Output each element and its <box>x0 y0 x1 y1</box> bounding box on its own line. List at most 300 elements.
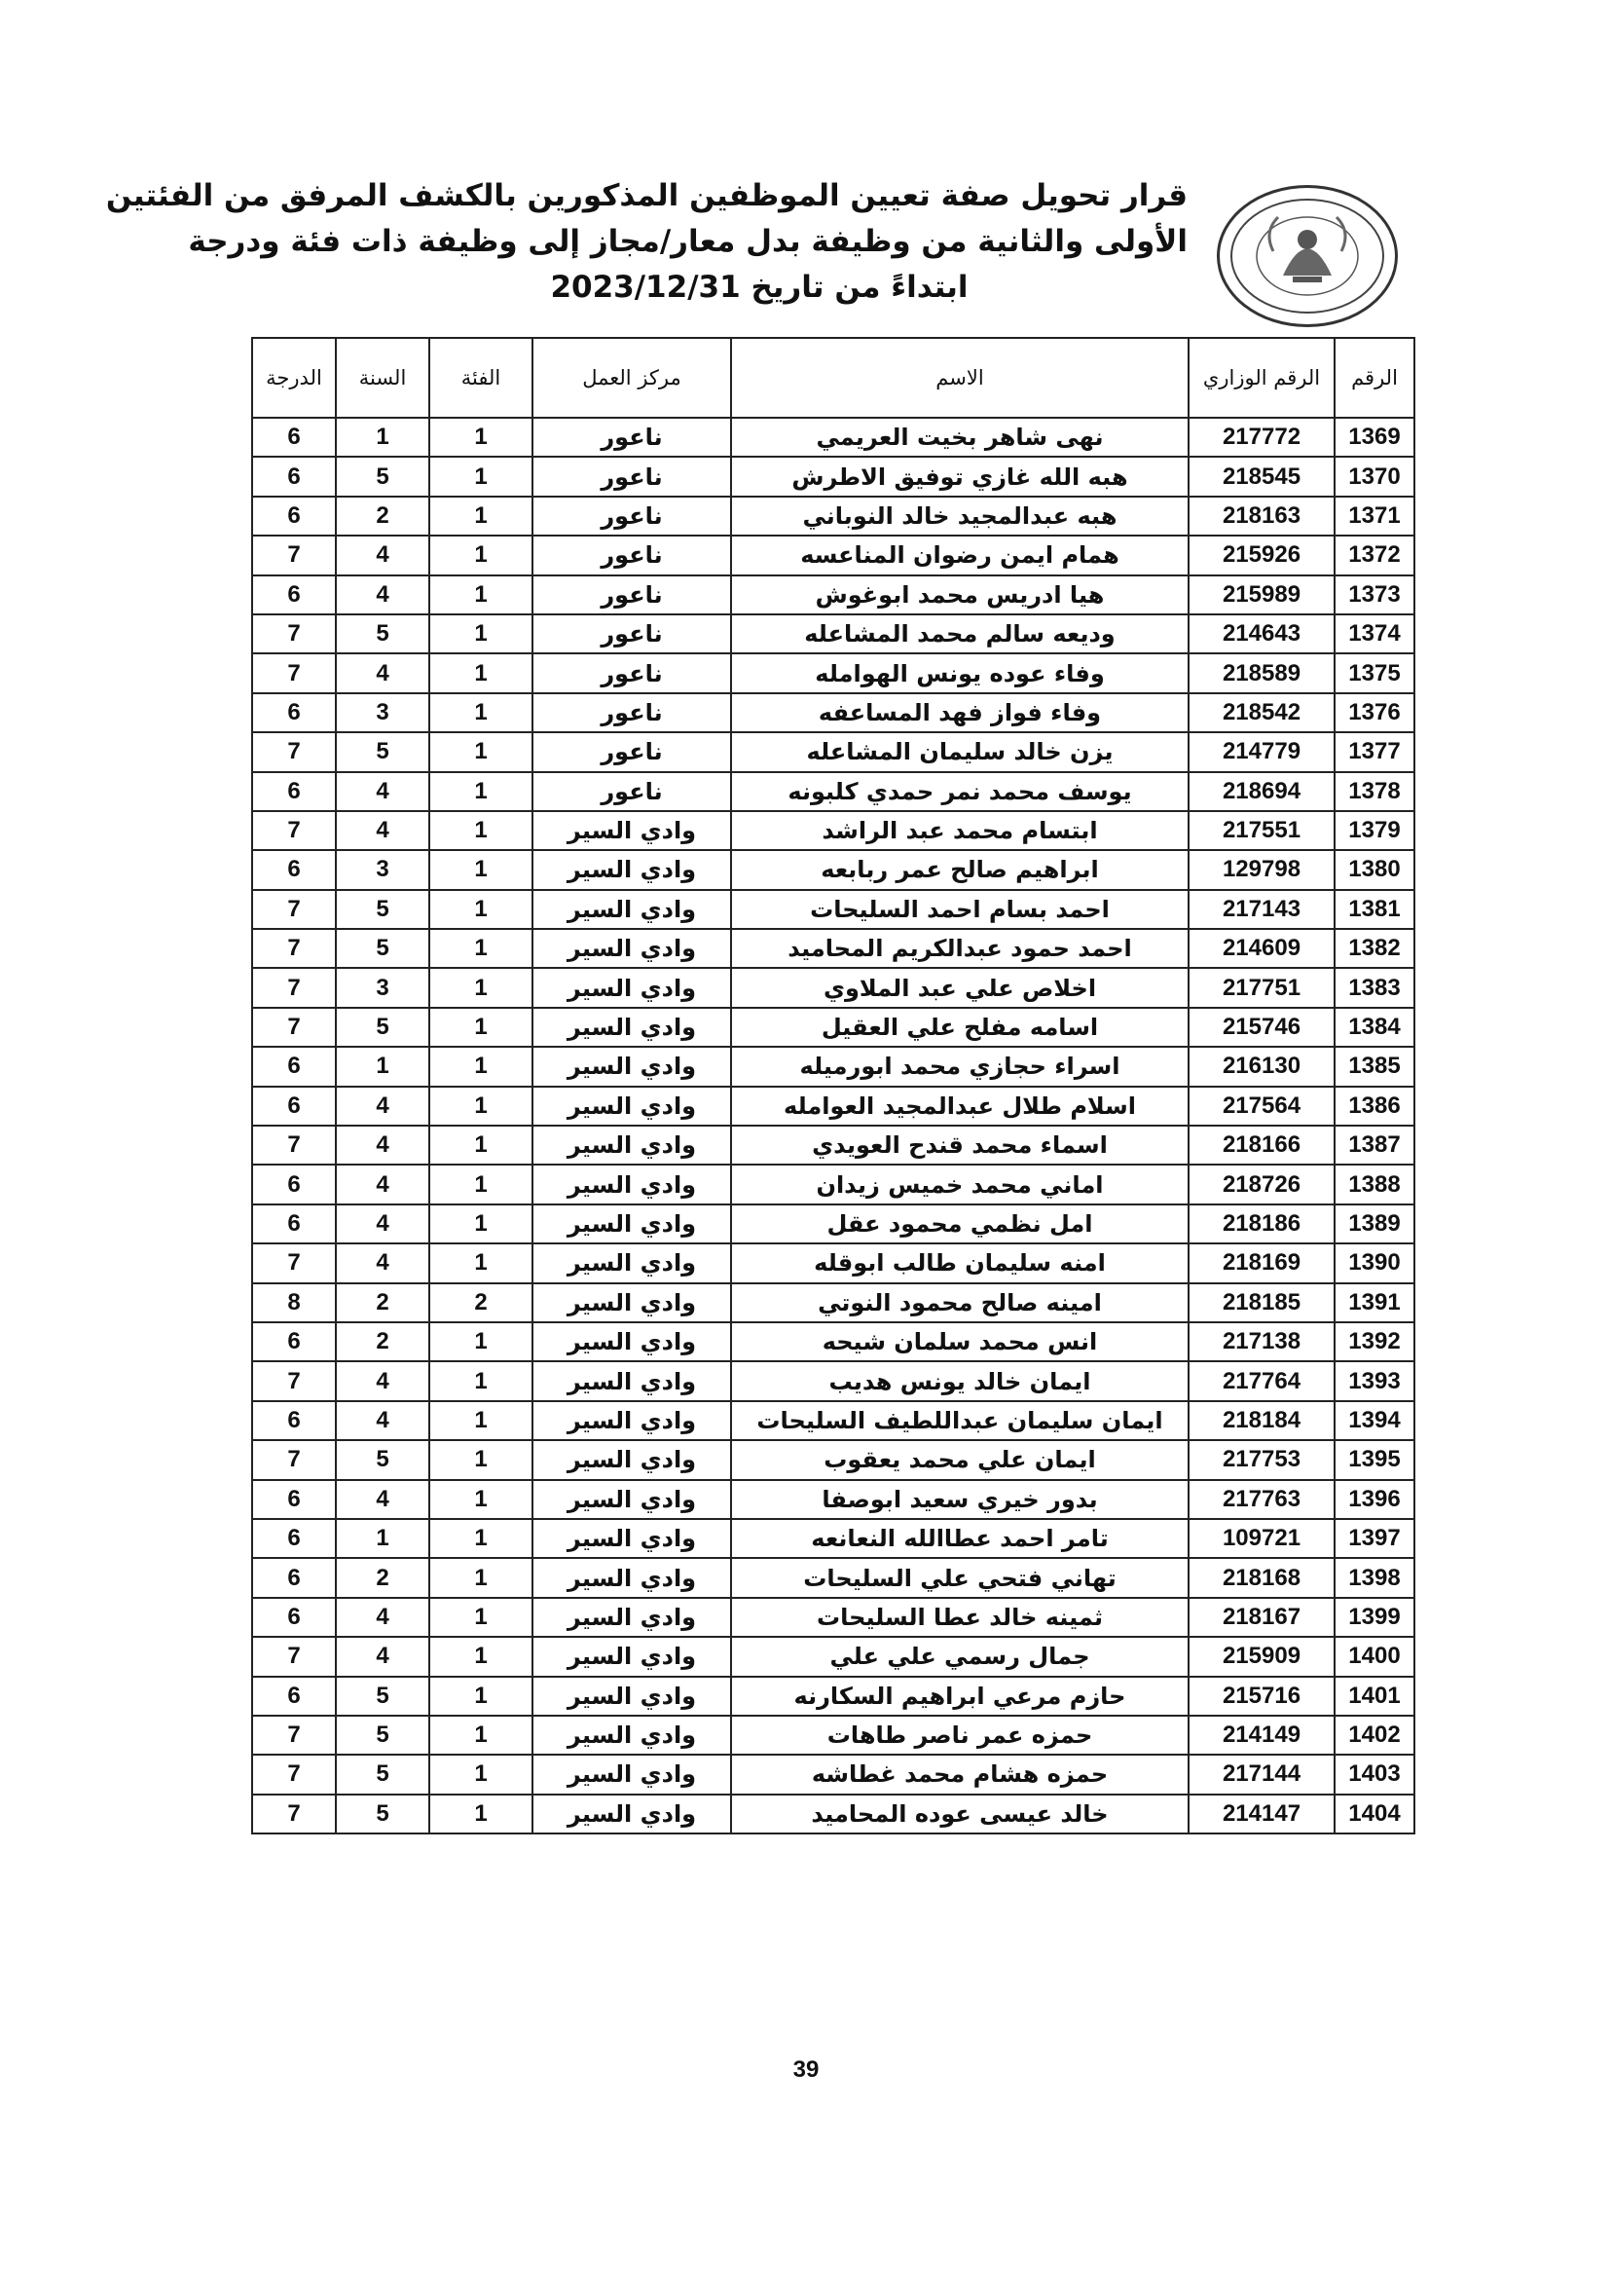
cell-year: 1 <box>336 1519 429 1558</box>
cell-ministry-number: 215716 <box>1189 1677 1335 1716</box>
cell-workplace: ناعور <box>532 693 731 732</box>
cell-workplace: ناعور <box>532 732 731 771</box>
cell-serial: 1399 <box>1335 1598 1414 1637</box>
column-header-name: الاسم <box>731 338 1189 418</box>
cell-name: ثمينه خالد عطا السليحات <box>731 1598 1189 1637</box>
cell-ministry-number: 215926 <box>1189 536 1335 574</box>
cell-grade: 6 <box>252 1322 336 1361</box>
cell-year: 2 <box>336 1283 429 1322</box>
table-row <box>252 1637 1414 1676</box>
table-row <box>252 575 1414 614</box>
cell-grade: 7 <box>252 536 336 574</box>
cell-category: 1 <box>429 1047 532 1086</box>
cell-ministry-number: 214149 <box>1189 1716 1335 1755</box>
table-row <box>252 1401 1414 1440</box>
cell-name: ابراهيم صالح عمر ربابعه <box>731 850 1189 889</box>
cell-name: هبه الله غازي توفيق الاطرش <box>731 457 1189 496</box>
cell-year: 4 <box>336 1361 429 1400</box>
cell-workplace: وادي السير <box>532 1008 731 1047</box>
table-row <box>252 1558 1414 1597</box>
cell-workplace: وادي السير <box>532 1204 731 1243</box>
cell-name: نهى شاهر بخيت العريمي <box>731 418 1189 457</box>
cell-year: 5 <box>336 1755 429 1794</box>
table-row <box>252 1440 1414 1479</box>
cell-name: امنه سليمان طالب ابوقله <box>731 1243 1189 1282</box>
cell-ministry-number: 109721 <box>1189 1519 1335 1558</box>
cell-serial: 1375 <box>1335 653 1414 692</box>
cell-serial: 1404 <box>1335 1795 1414 1833</box>
cell-ministry-number: 218169 <box>1189 1243 1335 1282</box>
cell-ministry-number: 218185 <box>1189 1283 1335 1322</box>
cell-serial: 1382 <box>1335 929 1414 968</box>
cell-name: وديعه سالم محمد المشاعله <box>731 614 1189 653</box>
cell-category: 1 <box>429 1716 532 1755</box>
cell-grade: 6 <box>252 772 336 811</box>
cell-serial: 1381 <box>1335 890 1414 929</box>
cell-ministry-number: 215989 <box>1189 575 1335 614</box>
column-header-category: الفئة <box>429 338 532 418</box>
cell-serial: 1398 <box>1335 1558 1414 1597</box>
cell-category: 1 <box>429 1165 532 1204</box>
cell-year: 4 <box>336 1243 429 1282</box>
cell-ministry-number: 217753 <box>1189 1440 1335 1479</box>
cell-year: 5 <box>336 929 429 968</box>
cell-category: 1 <box>429 968 532 1007</box>
cell-ministry-number: 214609 <box>1189 929 1335 968</box>
table-row <box>252 497 1414 536</box>
cell-workplace: وادي السير <box>532 850 731 889</box>
table-row <box>252 1008 1414 1047</box>
cell-year: 3 <box>336 693 429 732</box>
cell-ministry-number: 216130 <box>1189 1047 1335 1086</box>
cell-year: 4 <box>336 1637 429 1676</box>
cell-serial: 1401 <box>1335 1677 1414 1716</box>
cell-category: 1 <box>429 929 532 968</box>
cell-year: 5 <box>336 1440 429 1479</box>
cell-ministry-number: 217143 <box>1189 890 1335 929</box>
cell-name: ايمان سليمان عبداللطيف السليحات <box>731 1401 1189 1440</box>
cell-year: 4 <box>336 1165 429 1204</box>
cell-serial: 1378 <box>1335 772 1414 811</box>
cell-grade: 6 <box>252 1519 336 1558</box>
cell-ministry-number: 214643 <box>1189 614 1335 653</box>
cell-grade: 6 <box>252 1480 336 1519</box>
column-header-workplace: مركز العمل <box>532 338 731 418</box>
cell-serial: 1379 <box>1335 811 1414 850</box>
cell-category: 1 <box>429 1637 532 1676</box>
cell-year: 4 <box>336 653 429 692</box>
cell-year: 5 <box>336 457 429 496</box>
cell-category: 1 <box>429 1480 532 1519</box>
cell-ministry-number: 218589 <box>1189 653 1335 692</box>
cell-grade: 7 <box>252 653 336 692</box>
page-number: 39 <box>792 2056 820 2083</box>
cell-year: 2 <box>336 497 429 536</box>
cell-ministry-number: 217551 <box>1189 811 1335 850</box>
cell-category: 1 <box>429 497 532 536</box>
table-row <box>252 1795 1414 1833</box>
cell-grade: 6 <box>252 850 336 889</box>
cell-category: 1 <box>429 1361 532 1400</box>
cell-workplace: وادي السير <box>532 811 731 850</box>
cell-workplace: ناعور <box>532 457 731 496</box>
cell-category: 1 <box>429 732 532 771</box>
cell-serial: 1396 <box>1335 1480 1414 1519</box>
table-body <box>252 418 1414 1833</box>
cell-name: اخلاص علي عبد الملاوي <box>731 968 1189 1007</box>
table-row <box>252 772 1414 811</box>
cell-name: هبه عبدالمجيد خالد النوباني <box>731 497 1189 536</box>
cell-category: 1 <box>429 1755 532 1794</box>
cell-grade: 7 <box>252 614 336 653</box>
cell-name: اسماء محمد قندح العويدي <box>731 1126 1189 1165</box>
cell-category: 1 <box>429 811 532 850</box>
cell-category: 1 <box>429 1204 532 1243</box>
cell-year: 3 <box>336 968 429 1007</box>
cell-name: اسامه مفلح علي العقيل <box>731 1008 1189 1047</box>
cell-workplace: وادي السير <box>532 1322 731 1361</box>
cell-ministry-number: 218166 <box>1189 1126 1335 1165</box>
cell-serial: 1385 <box>1335 1047 1414 1086</box>
cell-category: 1 <box>429 693 532 732</box>
table-row <box>252 693 1414 732</box>
table-row <box>252 457 1414 496</box>
cell-name: خالد عيسى عوده المحاميد <box>731 1795 1189 1833</box>
title-line-1: قرار تحويل صفة تعيين الموظفين المذكورين بالكشف المرفق من الفئتين <box>105 178 1188 213</box>
ministry-seal-icon <box>1217 185 1398 327</box>
cell-serial: 1369 <box>1335 418 1414 457</box>
cell-year: 4 <box>336 1204 429 1243</box>
cell-workplace: وادي السير <box>532 1480 731 1519</box>
cell-workplace: وادي السير <box>532 1087 731 1126</box>
table-row <box>252 1243 1414 1282</box>
cell-year: 4 <box>336 1087 429 1126</box>
cell-workplace: وادي السير <box>532 1283 731 1322</box>
table-row <box>252 614 1414 653</box>
employee-table <box>251 337 1415 1834</box>
cell-workplace: وادي السير <box>532 1519 731 1558</box>
cell-ministry-number: 129798 <box>1189 850 1335 889</box>
cell-year: 1 <box>336 418 429 457</box>
cell-ministry-number: 215746 <box>1189 1008 1335 1047</box>
cell-ministry-number: 218545 <box>1189 457 1335 496</box>
column-header-ministry-number: الرقم الوزاري <box>1189 338 1335 418</box>
table-row <box>252 1322 1414 1361</box>
cell-category: 1 <box>429 575 532 614</box>
cell-serial: 1384 <box>1335 1008 1414 1047</box>
table-row <box>252 536 1414 574</box>
cell-grade: 6 <box>252 575 336 614</box>
table-row <box>252 1677 1414 1716</box>
cell-year: 5 <box>336 1716 429 1755</box>
cell-name: اماني محمد خميس زيدان <box>731 1165 1189 1204</box>
cell-serial: 1391 <box>1335 1283 1414 1322</box>
cell-workplace: وادي السير <box>532 1401 731 1440</box>
cell-serial: 1374 <box>1335 614 1414 653</box>
title-line-2: الأولى والثانية من وظيفة بدل معار/مجاز إلى وظيفة ذات فئة ودرجة <box>188 224 1188 259</box>
cell-year: 2 <box>336 1558 429 1597</box>
cell-grade: 6 <box>252 1165 336 1204</box>
cell-serial: 1402 <box>1335 1716 1414 1755</box>
title-line-3: ابتداءً من تاريخ 2023/12/31 <box>550 270 969 305</box>
table-row <box>252 1087 1414 1126</box>
cell-year: 5 <box>336 614 429 653</box>
cell-workplace: وادي السير <box>532 1795 731 1833</box>
column-header-serial: الرقم <box>1335 338 1414 418</box>
cell-category: 1 <box>429 614 532 653</box>
cell-serial: 1376 <box>1335 693 1414 732</box>
cell-name: هيا ادريس محمد ابوغوش <box>731 575 1189 614</box>
cell-ministry-number: 217763 <box>1189 1480 1335 1519</box>
table-row <box>252 1480 1414 1519</box>
cell-workplace: وادي السير <box>532 1165 731 1204</box>
cell-name: ايمان علي محمد يعقوب <box>731 1440 1189 1479</box>
cell-category: 1 <box>429 653 532 692</box>
table-header-row <box>252 338 1414 418</box>
cell-category: 1 <box>429 418 532 457</box>
cell-year: 5 <box>336 732 429 771</box>
cell-workplace: وادي السير <box>532 929 731 968</box>
cell-grade: 6 <box>252 497 336 536</box>
cell-category: 1 <box>429 1795 532 1833</box>
cell-category: 1 <box>429 457 532 496</box>
cell-ministry-number: 217772 <box>1189 418 1335 457</box>
table-row <box>252 1598 1414 1637</box>
cell-ministry-number: 217144 <box>1189 1755 1335 1794</box>
cell-grade: 6 <box>252 1204 336 1243</box>
cell-name: احمد حمود عبدالكريم المحاميد <box>731 929 1189 968</box>
cell-year: 3 <box>336 850 429 889</box>
cell-ministry-number: 217564 <box>1189 1087 1335 1126</box>
table-row <box>252 968 1414 1007</box>
column-header-grade: الدرجة <box>252 338 336 418</box>
cell-ministry-number: 218694 <box>1189 772 1335 811</box>
cell-workplace: وادي السير <box>532 968 731 1007</box>
cell-category: 1 <box>429 1008 532 1047</box>
cell-serial: 1397 <box>1335 1519 1414 1558</box>
cell-category: 2 <box>429 1283 532 1322</box>
cell-grade: 7 <box>252 811 336 850</box>
cell-name: ابتسام محمد عبد الراشد <box>731 811 1189 850</box>
cell-workplace: ناعور <box>532 536 731 574</box>
cell-year: 5 <box>336 1008 429 1047</box>
cell-workplace: وادي السير <box>532 1361 731 1400</box>
cell-grade: 6 <box>252 1047 336 1086</box>
cell-name: اسراء حجازي محمد ابورميله <box>731 1047 1189 1086</box>
cell-grade: 7 <box>252 1440 336 1479</box>
cell-category: 1 <box>429 1087 532 1126</box>
cell-workplace: وادي السير <box>532 890 731 929</box>
cell-name: تامر احمد عطاالله النعانعه <box>731 1519 1189 1558</box>
cell-name: حازم مرعي ابراهيم السكارنه <box>731 1677 1189 1716</box>
cell-serial: 1377 <box>1335 732 1414 771</box>
cell-grade: 6 <box>252 1401 336 1440</box>
cell-name: جمال رسمي علي علي <box>731 1637 1189 1676</box>
cell-grade: 7 <box>252 1795 336 1833</box>
cell-year: 4 <box>336 1126 429 1165</box>
cell-workplace: وادي السير <box>532 1677 731 1716</box>
cell-workplace: ناعور <box>532 575 731 614</box>
cell-grade: 6 <box>252 1598 336 1637</box>
cell-category: 1 <box>429 850 532 889</box>
cell-workplace: وادي السير <box>532 1243 731 1282</box>
cell-name: حمزه هشام محمد غطاشه <box>731 1755 1189 1794</box>
cell-category: 1 <box>429 1440 532 1479</box>
cell-name: وفاء عوده يونس الهوامله <box>731 653 1189 692</box>
cell-year: 5 <box>336 1795 429 1833</box>
cell-grade: 7 <box>252 1637 336 1676</box>
cell-grade: 6 <box>252 1677 336 1716</box>
cell-workplace: وادي السير <box>532 1637 731 1676</box>
cell-workplace: ناعور <box>532 497 731 536</box>
decision-title <box>105 173 1188 311</box>
cell-ministry-number: 218184 <box>1189 1401 1335 1440</box>
cell-workplace: ناعور <box>532 614 731 653</box>
cell-serial: 1372 <box>1335 536 1414 574</box>
cell-category: 1 <box>429 1401 532 1440</box>
table-row <box>252 811 1414 850</box>
cell-ministry-number: 218186 <box>1189 1204 1335 1243</box>
cell-ministry-number: 218163 <box>1189 497 1335 536</box>
cell-year: 4 <box>336 811 429 850</box>
cell-year: 5 <box>336 1677 429 1716</box>
cell-grade: 7 <box>252 1716 336 1755</box>
cell-grade: 6 <box>252 418 336 457</box>
cell-serial: 1400 <box>1335 1637 1414 1676</box>
cell-serial: 1403 <box>1335 1755 1414 1794</box>
cell-ministry-number: 217138 <box>1189 1322 1335 1361</box>
table-row <box>252 1519 1414 1558</box>
cell-grade: 7 <box>252 1126 336 1165</box>
cell-serial: 1388 <box>1335 1165 1414 1204</box>
cell-serial: 1393 <box>1335 1361 1414 1400</box>
cell-name: تهاني فتحي علي السليحات <box>731 1558 1189 1597</box>
cell-grade: 8 <box>252 1283 336 1322</box>
cell-year: 4 <box>336 575 429 614</box>
cell-category: 1 <box>429 890 532 929</box>
cell-category: 1 <box>429 1243 532 1282</box>
cell-ministry-number: 217764 <box>1189 1361 1335 1400</box>
cell-ministry-number: 218168 <box>1189 1558 1335 1597</box>
table-row <box>252 1204 1414 1243</box>
cell-serial: 1386 <box>1335 1087 1414 1126</box>
cell-name: بدور خيري سعيد ابوصفا <box>731 1480 1189 1519</box>
cell-workplace: وادي السير <box>532 1126 731 1165</box>
table-row <box>252 1755 1414 1794</box>
cell-grade: 7 <box>252 1361 336 1400</box>
cell-serial: 1380 <box>1335 850 1414 889</box>
cell-year: 4 <box>336 1598 429 1637</box>
cell-grade: 6 <box>252 1087 336 1126</box>
cell-ministry-number: 218542 <box>1189 693 1335 732</box>
cell-workplace: ناعور <box>532 772 731 811</box>
cell-name: ايمان خالد يونس هديب <box>731 1361 1189 1400</box>
table-row <box>252 732 1414 771</box>
cell-name: امل نظمي محمود عقل <box>731 1204 1189 1243</box>
cell-name: يزن خالد سليمان المشاعله <box>731 732 1189 771</box>
cell-workplace: وادي السير <box>532 1558 731 1597</box>
cell-year: 4 <box>336 536 429 574</box>
cell-category: 1 <box>429 1126 532 1165</box>
cell-grade: 7 <box>252 1008 336 1047</box>
table-row <box>252 1283 1414 1322</box>
cell-serial: 1371 <box>1335 497 1414 536</box>
cell-workplace: وادي السير <box>532 1755 731 1794</box>
table-row <box>252 1165 1414 1204</box>
cell-serial: 1370 <box>1335 457 1414 496</box>
cell-workplace: ناعور <box>532 418 731 457</box>
table-row <box>252 1716 1414 1755</box>
cell-ministry-number: 217751 <box>1189 968 1335 1007</box>
table-row <box>252 929 1414 968</box>
cell-year: 4 <box>336 1480 429 1519</box>
cell-grade: 7 <box>252 1755 336 1794</box>
cell-year: 1 <box>336 1047 429 1086</box>
cell-name: يوسف محمد نمر حمدي كلبونه <box>731 772 1189 811</box>
cell-grade: 7 <box>252 968 336 1007</box>
cell-grade: 7 <box>252 890 336 929</box>
cell-serial: 1392 <box>1335 1322 1414 1361</box>
table-row <box>252 1126 1414 1165</box>
cell-name: اسلام طلال عبدالمجيد العوامله <box>731 1087 1189 1126</box>
column-header-year: السنة <box>336 338 429 418</box>
cell-grade: 6 <box>252 693 336 732</box>
cell-year: 4 <box>336 1401 429 1440</box>
table-row <box>252 418 1414 457</box>
cell-year: 5 <box>336 890 429 929</box>
table-row <box>252 1047 1414 1086</box>
cell-name: احمد بسام احمد السليحات <box>731 890 1189 929</box>
cell-name: انس محمد سلمان شيحه <box>731 1322 1189 1361</box>
cell-grade: 7 <box>252 732 336 771</box>
cell-serial: 1373 <box>1335 575 1414 614</box>
cell-name: امينه صالح محمود النوتي <box>731 1283 1189 1322</box>
cell-ministry-number: 218167 <box>1189 1598 1335 1637</box>
cell-year: 4 <box>336 772 429 811</box>
cell-name: حمزه عمر ناصر طاهات <box>731 1716 1189 1755</box>
cell-year: 2 <box>336 1322 429 1361</box>
cell-grade: 6 <box>252 457 336 496</box>
table-row <box>252 850 1414 889</box>
table-row <box>252 1361 1414 1400</box>
cell-category: 1 <box>429 1598 532 1637</box>
cell-category: 1 <box>429 1677 532 1716</box>
cell-serial: 1395 <box>1335 1440 1414 1479</box>
cell-serial: 1387 <box>1335 1126 1414 1165</box>
cell-serial: 1389 <box>1335 1204 1414 1243</box>
cell-workplace: وادي السير <box>532 1598 731 1637</box>
table-row <box>252 653 1414 692</box>
cell-ministry-number: 215909 <box>1189 1637 1335 1676</box>
cell-serial: 1383 <box>1335 968 1414 1007</box>
cell-category: 1 <box>429 1558 532 1597</box>
cell-ministry-number: 218726 <box>1189 1165 1335 1204</box>
cell-category: 1 <box>429 1322 532 1361</box>
cell-workplace: ناعور <box>532 653 731 692</box>
cell-serial: 1394 <box>1335 1401 1414 1440</box>
cell-grade: 7 <box>252 1243 336 1282</box>
cell-ministry-number: 214779 <box>1189 732 1335 771</box>
cell-workplace: وادي السير <box>532 1440 731 1479</box>
cell-category: 1 <box>429 772 532 811</box>
cell-category: 1 <box>429 536 532 574</box>
cell-grade: 6 <box>252 1558 336 1597</box>
cell-grade: 7 <box>252 929 336 968</box>
cell-ministry-number: 214147 <box>1189 1795 1335 1833</box>
cell-name: وفاء فواز فهد المساعفه <box>731 693 1189 732</box>
cell-category: 1 <box>429 1519 532 1558</box>
cell-name: همام ايمن رضوان المناعسه <box>731 536 1189 574</box>
